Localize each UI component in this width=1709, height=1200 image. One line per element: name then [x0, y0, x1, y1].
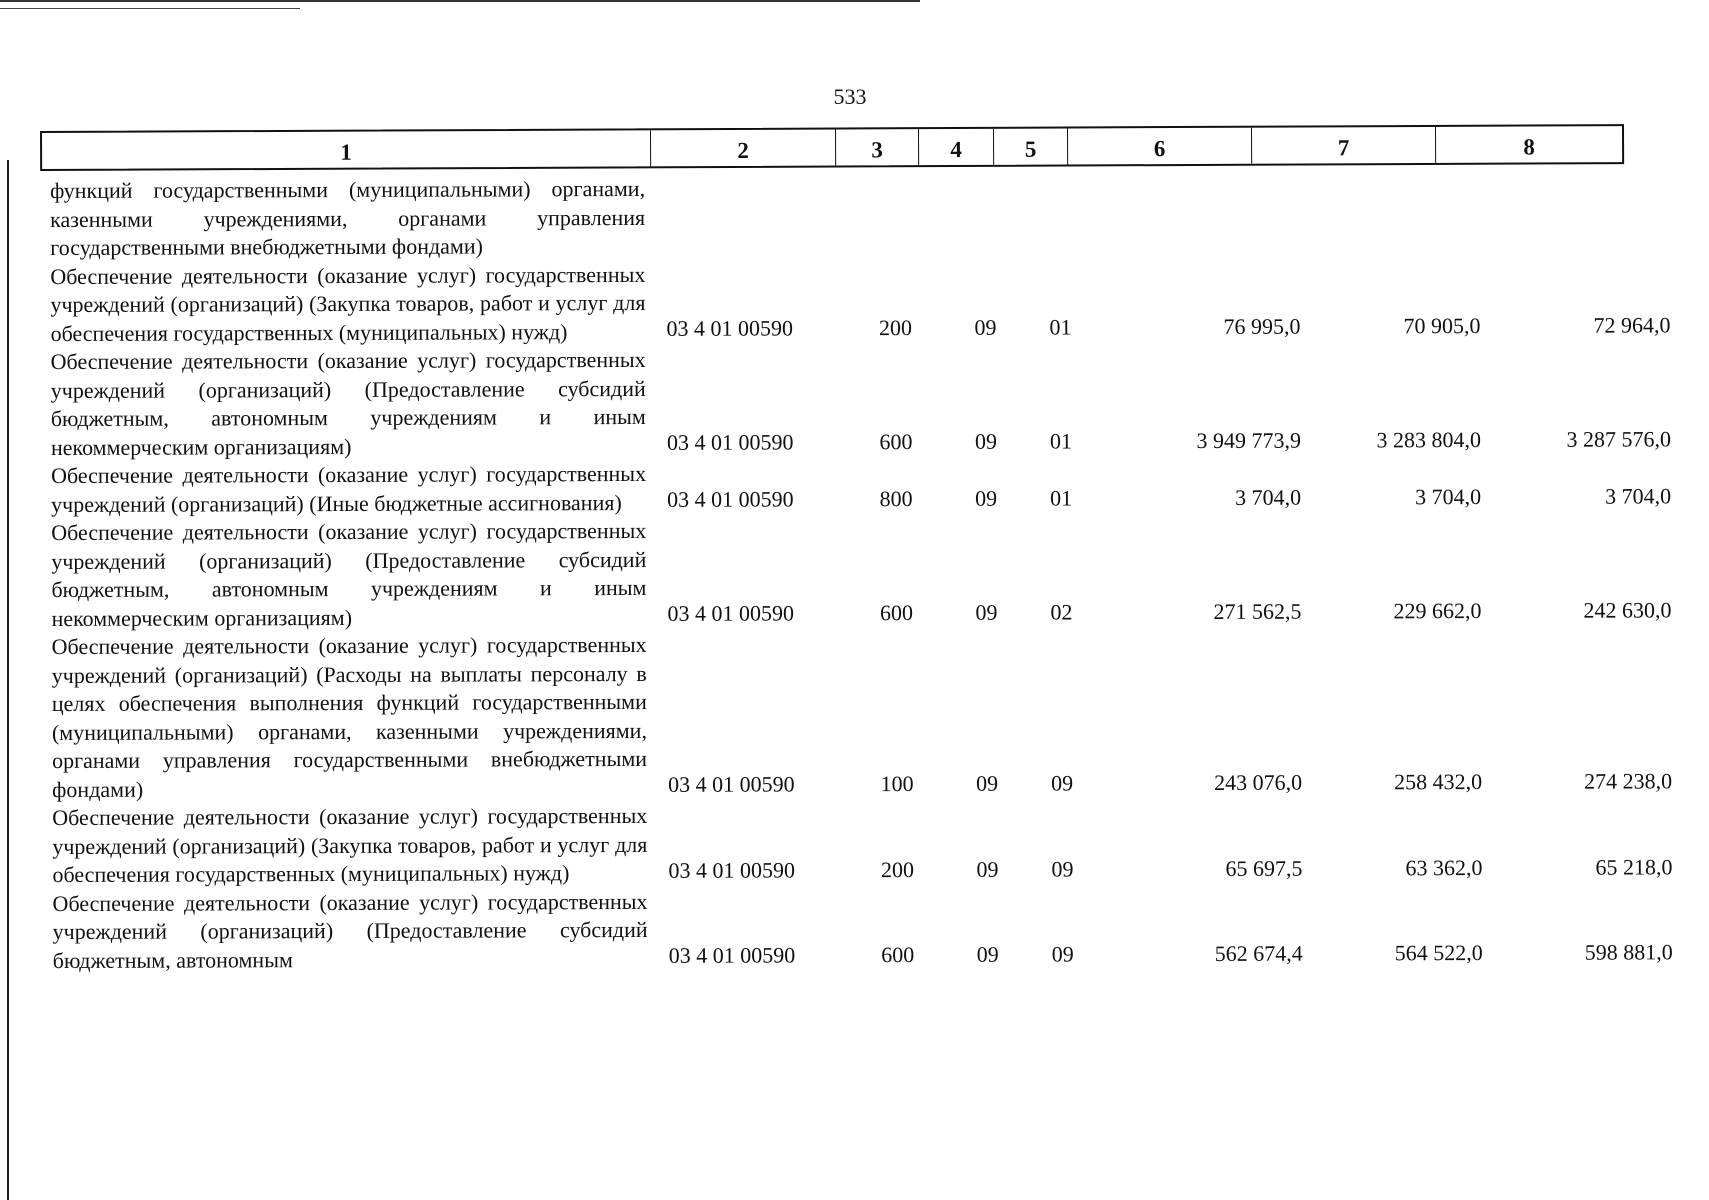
cell-col8: 598 881,0: [1584, 939, 1673, 965]
table-body: [50, 171, 1673, 975]
cell-col8: 3 287 576,0: [1566, 426, 1671, 452]
cell-code: 03 4 01 00590: [667, 486, 794, 512]
header-col-2: 2: [651, 130, 836, 167]
cell-col6: 243 076,0: [1214, 769, 1303, 795]
cell-pr: 01: [1050, 485, 1073, 511]
cell-col6: 3 704,0: [1235, 484, 1302, 510]
cell-code: 03 4 01 00590: [666, 315, 794, 341]
row-description: Обеспечение деятельности (оказание услуг) государственных учреждений (организаций) (Предоставление субсидий бюджетным, автономным учреждениям и иным некоммерческим организациям): [51, 517, 647, 631]
cell-code: 03 4 01 00590: [668, 771, 795, 797]
cell-code: 03 4 01 00590: [668, 856, 795, 883]
cell-col6: 3 949 773,9: [1196, 427, 1301, 453]
cell-col8: 274 238,0: [1584, 768, 1673, 794]
row-description: Обеспечение деятельности (оказание услуг) государственных учреждений (организаций) (Закупка товаров, работ и услуг для обеспечения государственных (муниципальных) нужд): [52, 802, 648, 887]
cell-col7: 70 905,0: [1403, 313, 1481, 339]
cell-pr: 09: [1051, 941, 1074, 967]
row-description: Обеспечение деятельности (оказание услуг) государственных учреждений (организаций) (Иные бюджетные ассигнования): [50, 460, 647, 517]
cell-code: 03 4 01 00590: [667, 600, 795, 626]
cell-kvr: 100: [880, 770, 914, 797]
cell-col6: 65 697,5: [1225, 855, 1303, 881]
cell-kvr: 200: [880, 856, 914, 882]
table-row: [50, 257, 1671, 348]
header-col-8: 8: [1523, 134, 1535, 160]
table-row: [51, 513, 1672, 633]
table-row: [50, 456, 1672, 519]
table-row: [50, 342, 1671, 462]
header-col-6: 6: [1068, 128, 1252, 165]
table-row: [51, 627, 1673, 804]
cell-kvr: 600: [879, 599, 914, 626]
cell-rz: 09: [974, 314, 997, 340]
scan-edge-top: [0, 0, 920, 2]
cell-col8: 72 964,0: [1593, 312, 1671, 338]
cell-kvr: 600: [879, 428, 913, 455]
scan-edge-top-inner: [0, 8, 300, 9]
row-description: функций государственными (муниципальными) органами, казенными учреждениями, органами управления государственными внебюджетными фондами): [50, 175, 646, 260]
cell-kvr: 600: [881, 941, 915, 968]
cell-rz: 09: [975, 485, 998, 511]
cell-col7: 564 522,0: [1394, 940, 1483, 966]
cell-rz: 09: [976, 770, 999, 796]
cell-code: 03 4 01 00590: [668, 942, 796, 968]
scan-edge-left: [7, 160, 9, 1200]
table-row: [52, 884, 1673, 975]
row-description: Обеспечение деятельности (оказание услуг) государственных учреждений (организаций) (Расходы на выплаты персоналу в целях обеспечения выполнения функций государственными (муниципальными) органами, казенными учреждениями, органами управления государственными внебюджетными фондами): [51, 631, 648, 802]
cell-col7: 229 662,0: [1393, 598, 1482, 624]
row-description: Обеспечение деятельности (оказание услуг) государственных учреждений (организаций) (Закупка товаров, работ и услуг для обеспечения государственных (муниципальных) нужд): [50, 261, 646, 346]
cell-col7: 3 283 804,0: [1376, 427, 1481, 453]
cell-rz: 09: [974, 428, 997, 454]
cell-col6: 76 995,0: [1223, 313, 1301, 339]
cell-kvr: 200: [878, 314, 913, 341]
cell-pr: 09: [1051, 855, 1074, 882]
cell-col8: 65 218,0: [1595, 853, 1673, 880]
cell-col6: 562 674,4: [1214, 940, 1303, 966]
cell-pr: 02: [1050, 599, 1073, 625]
header-col-7: 7: [1252, 127, 1436, 164]
table-header: [40, 124, 1624, 171]
table-row: [52, 798, 1673, 889]
cell-pr: 01: [1049, 314, 1072, 340]
header-col-3: 3: [836, 129, 919, 165]
header-col-4: 4: [919, 129, 994, 165]
cell-col8: 242 630,0: [1583, 597, 1672, 623]
cell-col7: 63 362,0: [1405, 854, 1483, 880]
cell-col7: 3 704,0: [1415, 484, 1482, 510]
header-col-5: 5: [994, 129, 1068, 165]
cell-rz: 09: [976, 941, 999, 967]
table-row: [50, 171, 1630, 262]
cell-rz: 09: [976, 856, 999, 882]
row-description: Обеспечение деятельности (оказание услуг) государственных учреждений (организаций) (Предоставление субсидий бюджетным, автономным: [52, 888, 648, 973]
row-description: Обеспечение деятельности (оказание услуг) государственных учреждений (организаций) (Предоставление субсидий бюджетным, автономным учреждениям и иным некоммерческим организациям): [50, 346, 646, 460]
header-col-1: 1: [42, 130, 651, 169]
cell-kvr: 800: [879, 485, 913, 512]
cell-rz: 09: [975, 599, 998, 625]
cell-pr: 01: [1049, 428, 1072, 454]
cell-col8: 3 704,0: [1605, 483, 1672, 509]
cell-pr: 09: [1051, 770, 1074, 796]
cell-code: 03 4 01 00590: [666, 429, 794, 455]
cell-col6: 271 562,5: [1213, 598, 1302, 624]
cell-col7: 258 432,0: [1394, 769, 1483, 795]
page-number: 533: [833, 84, 867, 109]
